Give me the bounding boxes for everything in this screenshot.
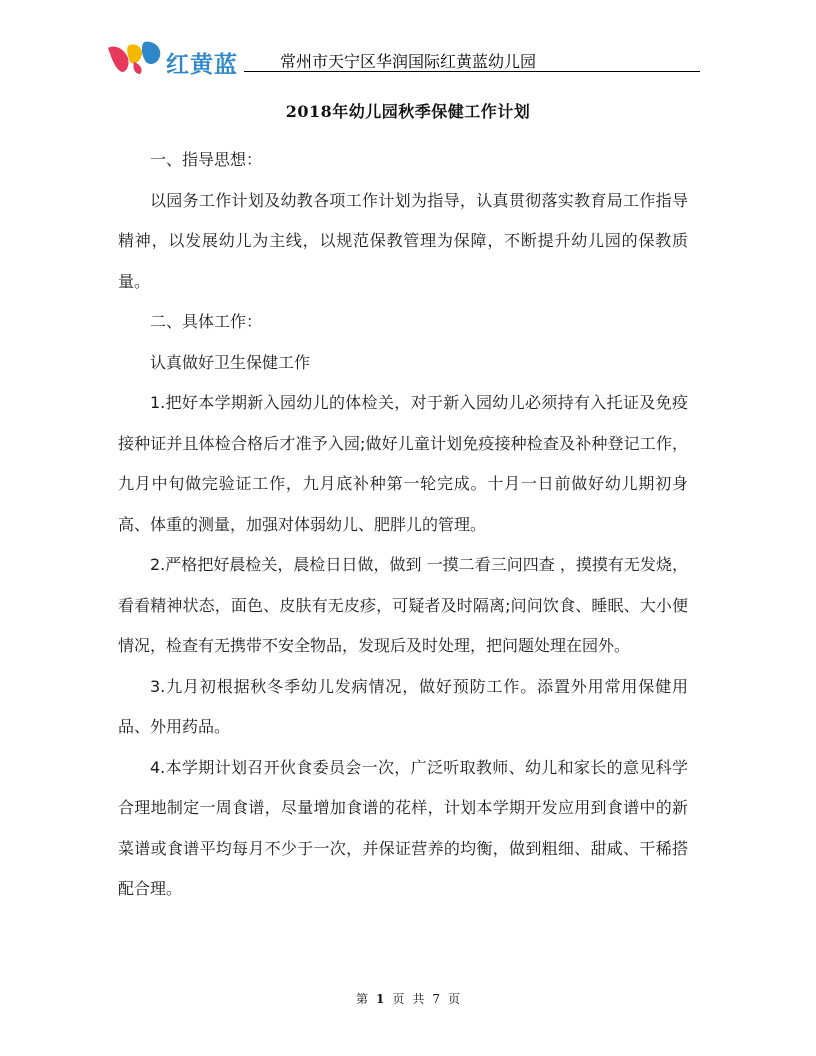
organization-name: 常州市天宁区华润国际红黄蓝幼儿园 [280, 52, 537, 71]
paragraph-item-3: 3.九月初根据秋冬季幼儿发病情况，做好预防工作。添置外用常用保健用品、外用药品。 [118, 676, 688, 736]
page-header [104, 38, 700, 78]
footer-ye: 页 [392, 992, 405, 1006]
paragraph-item-4: 4.本学期计划召开伙食委员会一次，广泛听取教师、幼儿和家长的意见科学合理地制定一周食谱，尽量增加食谱的花样，计划本学期开发应用到食谱中的新菜谱或食谱平均每月不少于一次，并保证营养的均衡，做到粗细、甜咸、干稀搭配合理。 [118, 757, 688, 898]
footer-ye2: 页 [448, 992, 461, 1006]
page-number: 1 [375, 992, 385, 1006]
footer-gong: 共 [412, 992, 425, 1006]
section-heading-tasks: 二、具体工作： [150, 312, 263, 331]
footer-di: 第 [355, 992, 368, 1006]
header-divider [244, 71, 700, 72]
page-total: 7 [432, 992, 441, 1006]
page-footer [0, 990, 816, 1007]
paragraph-item-1: 1.把好本学期新入园幼儿的体检关，对于新入园幼儿必须持有入托证及免疫接种证并且体检合格后才准予入园;做好儿童计划免疫接种检查及补种登记工作，九月中旬做完验证工作，九月底补种第一轮完成。十月一日前做好幼儿期初身高、体重的测量，加强对体弱幼儿、肥胖儿的管理。 [118, 393, 688, 534]
document-title: 2018年幼儿园秋季保健工作计划 [285, 102, 531, 121]
section-heading-guiding: 一、指导思想： [150, 150, 263, 169]
logo-text: 红黄蓝 [166, 52, 238, 78]
logo-icon [104, 40, 166, 76]
subheading-health: 认真做好卫生保健工作 [150, 352, 311, 372]
paragraph-item-2: 2.严格把好晨检关，晨检日日做，做到 一摸二看三问四查 ，摸摸有无发烧，看看精神状态，面色、皮肤有无皮疹，可疑者及时隔离;问问饮食、睡眠、大小便情况，检查有无携带不安全物品，发现后及时处理，把问题处理在园外。 [118, 555, 688, 655]
paragraph-guiding: 以园务工作计划及幼教各项工作计划为指导，认真贯彻落实教育局工作指导精神，以发展幼儿为主线，以规范保教管理为保障，不断提升幼儿园的保教质量。 [118, 190, 688, 291]
document-body [118, 140, 688, 910]
